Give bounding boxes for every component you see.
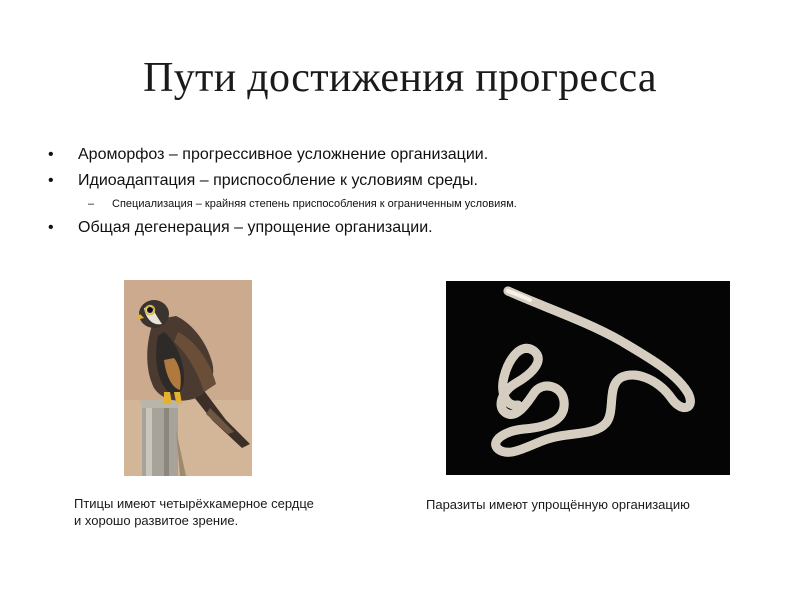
bullet-text: Общая дегенерация – упрощение организации. [78,219,433,236]
bullet-marker: • [48,219,54,236]
slide-title: Пути достижения прогресса [143,55,657,101]
bullet-list [44,143,764,242]
bullet-marker: • [48,146,54,163]
worm-photo [446,281,730,475]
bird-photo [124,280,252,476]
caption-birds-line1: Птицы имеют четырёхкамерное сердце [74,496,314,511]
bullet-text: Идиоадаптация – приспособление к условиям среды. [78,172,478,189]
sub-bullet-text: Специализация – крайняя степень приспособления к ограниченным условиям. [112,198,517,210]
bullet-text: Ароморфоз – прогрессивное усложнение организации. [78,146,489,163]
bullet-item-degeneration [44,216,764,240]
caption-parasites: Паразиты имеют упрощённую организацию [426,497,690,512]
sub-bullet-item-specialization [44,195,764,213]
bullet-item-idioadaptation [44,169,764,193]
caption-birds [74,495,374,529]
caption-birds-line2: и хорошо развитое зрение. [74,513,239,528]
bullet-item-aromorphosis [44,143,764,167]
sub-bullet-marker: – [88,198,95,210]
bullet-marker: • [48,172,54,189]
